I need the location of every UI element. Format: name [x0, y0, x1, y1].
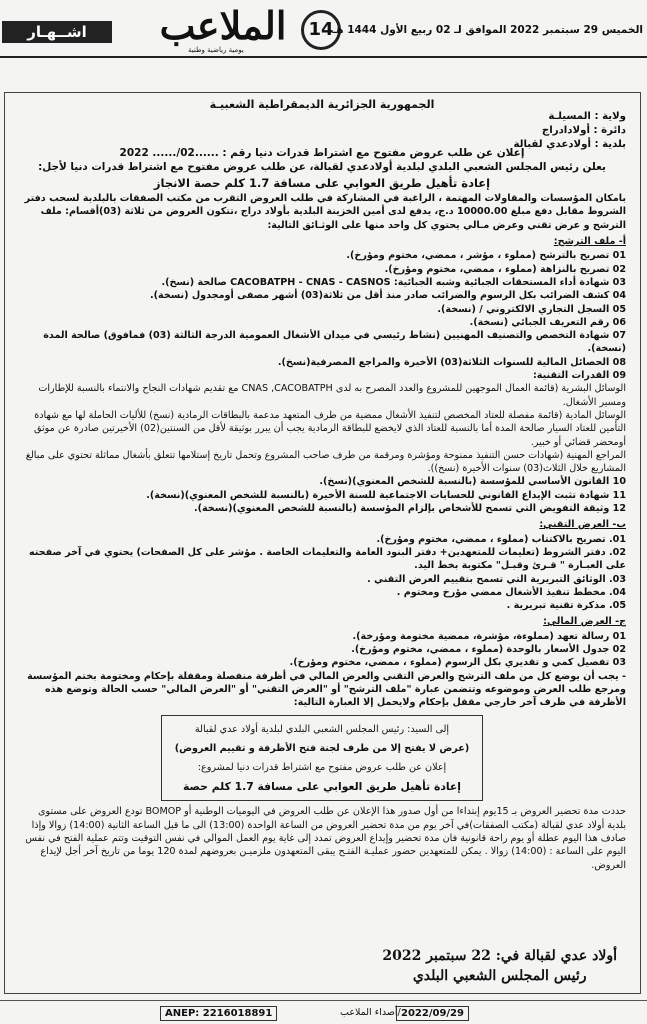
list-item: 01. تصريح بالاكتتاب (مملوء ، ممضي، مختوم ومؤرخ). — [376, 533, 626, 545]
signatory: رئيس المجلس الشعبي البلدي — [412, 968, 587, 984]
technical-heading: ب- العرض التقني: — [539, 519, 626, 531]
masthead-divider — [0, 56, 647, 58]
list-item: 06 رقم التعريف الجبائي (نسخة). — [469, 316, 626, 328]
envelope-title: إعادة تأهيل طريق العوابي على مسافة 1.7 كلم حصة — [182, 780, 462, 794]
list-item: 09 القدرات التقنية: — [532, 370, 626, 382]
capacity-material: الوسائل المادية (قائمة مفصلة للعتاد المخصص لتنفيذ الأشغال ممضية من طرف المتعهد مدعمة بالبطاقات الرمادية (نسخ) للأليات الحاملة لها مع شهادة التأمين للعتاد السيار صالحة المدة أما بالنسبة للعتاد الذي لايخضع للبطاقة الرمادية يجب أن يبرر بوثيقة لأقل من السنتين(02) الأخيرتين صادرة عن موثق أومحضر قضائي أو خبير. — [34, 409, 626, 448]
list-item: 01 رسالة تعهد (مملوءة، مؤشرة، ممضية مختومة ومؤرخة). — [352, 630, 626, 642]
republic-heading: الجمهورية الجزائرية الديمقراطية الشعبيـة — [209, 98, 435, 111]
list-item: 05 السجل التجاري الالكتروني / (نسخة). — [437, 303, 626, 315]
envelope-line: (عرض لا يفتح إلا من طرف لجنة فتح الأظرفة و تقييم العروض) — [174, 743, 470, 755]
candidature-heading: أ- ملف الترشح: — [553, 236, 626, 248]
capacity-human: الوسائل البشرية (قائمة العمال الموجهين للمشروع والعدد المصرح به لدى CNAS ,CACOBATPH مع تقديم شهادات النجاح والانتماء بالنسبة للإطارات ومسير الأشغال. — [38, 383, 626, 408]
newspaper-logo — [148, 3, 298, 54]
signature-block — [382, 946, 617, 986]
admin-block — [513, 110, 626, 152]
list-item: 02. دفتر الشروط (تعليمات للمتعهدين+ دفتر البنود العامة والتعليمات الخاصة . مؤشر على كل الصفحات) يحتوي في آخر صفحته على العبـارة " قـرئ وقبـل" مكتوبة بخط اليد. — [28, 546, 626, 572]
footer-date: 2022/09/29 — [396, 1006, 469, 1021]
notice-body — [18, 96, 626, 872]
envelope-line: إلى السيد: رئيس المجلس الشعبي البلدي لبلدية أولاد عدي لقبالة — [194, 724, 450, 736]
list-item: 02 تصريح بالنزاهة (مملوء ، ممضي، مختوم ومؤرخ). — [384, 263, 626, 275]
masthead — [0, 0, 647, 58]
capacity-references: المراجع المهنية (شهادات حسن التنفيذ ممنوحة ومؤشرة ومرقمة من طرف صاحب المشروع وتحمل تاريخ إستلامها تتعلق بأشغال مماثلة تحتوي على مبالغ المشاريع خلال الثلاث(03) سنوات الأخيرة (نسخ)). — [25, 449, 626, 475]
logo-wordmark: الملاعب — [159, 3, 287, 48]
wilaya-line: ولاية : المسيلـة — [548, 111, 626, 122]
footer-divider — [0, 1000, 647, 1001]
notice-intro: يعلن رئيس المجلس الشعبي البلدي لبلدية أولادعدي لقبالة، عن طلب عروض مفتوح مع اشتراط قدرات دنيا لأجل: — [38, 160, 606, 173]
eligibility-text: بامكان المؤسسات والمقاولات المهتمة ، الراغبة في المشاركة في طلب العروض التقرب من مكتب الصفقات بالبلدية لسحب دفتر الشروط مقابل دفع مبلغ 10000.00 د.ج، يدفع لدى أمين الخزينة البلدية بأولاد دراج ،تتكون العروض من ثلاثة (03)أقسام: ملف الترشح و عرض تقني وعرض مـالي يحتوي كل واحد منها على الوثـائق التالية: — [24, 193, 626, 231]
anep-reference: ANEP: 2216018891 — [160, 1006, 277, 1021]
list-item: 11 شهادة تثبت الإيداع القانوني للحسابات الاجتماعية للسنة الأخيرة (بالنسبة للشخص المعنوي)(نسخة). — [146, 489, 626, 501]
envelope-line: إعلان عن طلب عروض مفتوح مع اشتراط قدرات دنيا لمشروع: — [197, 762, 447, 774]
logo-tagline: يومية رياضية وطنية — [188, 46, 244, 54]
place-date: أولاد عدي لقبالة في: 22 سبتمبر 2022 — [382, 948, 617, 964]
daira-line: دائرة : أولادادراج — [541, 125, 626, 136]
section-tag: اشــهـار — [2, 21, 112, 43]
list-item: 02 جدول الأسعار بالوحدة (مملوء ، ممضي، مختوم ومؤرخ). — [351, 643, 626, 655]
project-title: إعادة تأهيل طريق العوابي على مسافة 1.7 كلم حصة الانجاز — [153, 175, 491, 190]
issue-dateline: الخميس 29 سبتمبر 2022 الموافق لـ 02 ربيع الأول 1444 هـ — [332, 24, 643, 36]
list-item: 12 وثيقة التفويض التي تسمح للأشخاص بإلزام المؤسسة (بالنسبة للشخص المعنوي)(نسخة). — [193, 503, 626, 515]
list-item: 04 كشف الضرائب بكل الرسوم والضرائب صادر منذ أقل من ثلاثة(03) أشهر مصفى أومجدول (نسخة). — [149, 290, 626, 302]
list-item: 01 تصريح بالترشح (مملوء ، مؤشر ، ممضي، مختوم ومؤرخ). — [346, 250, 626, 262]
envelope-box — [161, 715, 483, 801]
envelope-instructions: - يجب أن يوضع كل من ملف الترشح والعرض التقني والعرض المالي في أظرفة منفصلة ومقفلة بإحكام ومختومة بختم المؤسسة ومرجع طلب العرض وموضوعه وتتضمن عبارة "ملف الترشح" أو "العرض التقني" أو "العرض المالي" حسب الحالة وتوضع هذه الأظرفة في ظرف آخر خارجي مقفل بإحكام ولايحمل إلا العبارة التالية: — [27, 670, 626, 709]
list-item: 08 الحصائل المالية للسنوات الثلاثة(03) الأخيرة والمراجع المصرفية(نسخ). — [277, 356, 626, 368]
list-item: 03 تفصيل كمي و تقديري بكل الرسوم (مملوء ، ممضي، مختوم ومؤرخ). — [289, 657, 626, 669]
list-item: 10 القانون الأساسي للمؤسسة (بالنسبة للشخص المعنوي)(نسخ). — [319, 476, 626, 488]
financial-heading: ج- العرض المالي: — [543, 616, 626, 628]
list-item: 04. مخطط تنفيذ الأشغال ممضي مؤرخ ومختوم . — [396, 586, 626, 598]
list-item: 03 شهادة أداء المستحقات الجبائية وشبه الجبائية: CACOBATPH - CNAS - CASNOS صالحة (نسخ). — [161, 276, 626, 288]
footer-paper: /أصداء الملاعب — [340, 1007, 401, 1018]
list-item: 03. الوثائق التبريرية التي تسمح بتقييم العرض التقني . — [367, 573, 626, 585]
notice-title: إعلان عن طلب عروض مفتوح مع اشتراط قدرات دنيا رقم : ......02/...... 2022 — [119, 147, 525, 160]
page-number-badge: 14 — [301, 10, 341, 50]
list-item: 05. مذكرة تقنية تبريرية . — [506, 600, 626, 612]
list-item: 07 شهادة التخصص والتصنيف المهنيين (نشاط رئيسي في ميدان الأشغال العمومية الدرجة الثالثة (03) فمافوق) صالحة المدة (نسخة). — [43, 330, 626, 355]
commune-line: بلدية : أولادعدي لقبالة — [513, 139, 626, 150]
deadline-text: حددت مدة تحضير العروض بـ 15يوم إبتداءا من أول صدور هذا الإعلان عن طلب العروض في اليوميات الوطنية أو BOMOP تودع العروض على مستوى بلدية أولاد عدي لقبالة (مكتب الصفقات)في آخر يوم من مدة تحضير العروض من الساعة الواحدة (13:00) الى ما قبل الساعة الثانية (14:00) زوالا وإذا صادف هذا اليوم عطلة أو يوم راحة قانونية فان مدة تحضير وإيداع العروض تمدد إلى غاية يوم العمل الموالي في نفس التوقيت وتتم عملية الفتح في نفس اليوم على الساعة : (14:00) زوالا . يمكن للمتعهدين حضور عمليـة الفتـح يبقى المتعهدون ملزميـن بعروضهم لمدة 120 يوما من تاريخ آخر أجل لإيداع العروض. — [25, 806, 626, 871]
